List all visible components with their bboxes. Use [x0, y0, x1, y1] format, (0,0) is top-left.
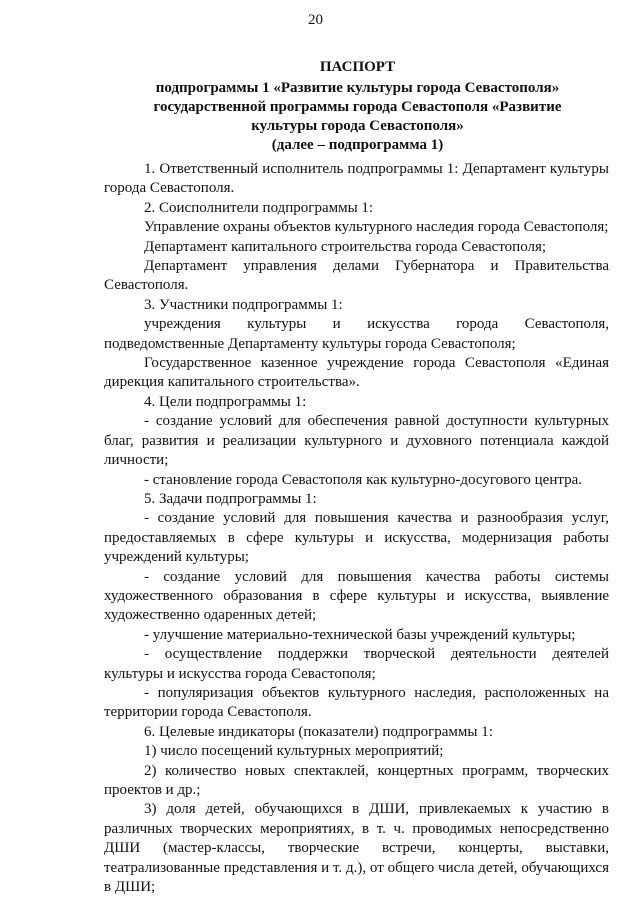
paragraph: 1) число посещений культурных мероприятий; — [144, 743, 444, 760]
page-number: 20 — [308, 12, 323, 28]
header-line-3: культуры города Севастополя» — [251, 118, 464, 134]
paragraph: Управление охраны объектов культурного наследия города Севастополя; — [144, 219, 609, 236]
paragraph: 6. Целевые индикаторы (показатели) подпрограммы 1: — [144, 723, 493, 740]
paragraph: - популяризация объектов культурного наследия, расположенных на территории города Севастополя. — [104, 684, 609, 721]
paragraph: - улучшение материально-технической базы учреждений культуры; — [144, 626, 576, 643]
header-line-4: (далее – подпрограмма 1) — [271, 137, 444, 153]
paragraph: 2) количество новых спектаклей, концертных программ, творческих проектов и др.; — [104, 762, 609, 798]
paragraph: Департамент капитального строительства города Севастополя; — [144, 238, 547, 255]
paragraph: - становление города Севастополя как культурно-досугового центра. — [144, 471, 582, 488]
paragraph: - создание условий для повышения качества работы системы художественного образования в сфере культуры и искусства, выявление художественно одаренных детей; — [104, 568, 609, 624]
paragraph: 5. Задачи подпрограммы 1: — [144, 490, 317, 507]
paragraph: Департамент управления делами Губернатора и Правительства Севастополя. — [104, 258, 609, 294]
paragraph: 3. Участники подпрограммы 1: — [144, 296, 343, 313]
paragraph: 4. Цели подпрограммы 1: — [144, 393, 307, 410]
paragraph: - создание условий для обеспечения равной доступности культурных благ, развития и реализации культурного и духовного потенциала каждой личности; — [104, 413, 609, 469]
header-line-1: подпрограммы 1 «Развитие культуры города Севастополя» — [155, 80, 560, 96]
paragraph: 3) доля детей, обучающихся в ДШИ, привлекаемых к участию в различных творческих мероприятиях, в т. ч. проводимых непосредственно ДШИ (мастер-классы, творческие встречи, концерты, выставки, театрализованные представления и т. д.), от общего числа детей, обучающихся в ДШИ; — [104, 801, 609, 896]
paragraph: - создание условий для повышения качества и разнообразия услуг, предоставляемых в сфере культуры и искусства, модернизация работы учреждений культуры; — [104, 510, 609, 566]
paragraph: учреждения культуры и искусства города Севастополя, подведомственные Департаменту культуры города Севастополя; — [104, 316, 609, 352]
document-body — [104, 160, 609, 897]
paragraph: Государственное казенное учреждение города Севастополя «Единая дирекция капитального строительства». — [104, 355, 609, 391]
document-header — [105, 58, 610, 155]
header-line-2: государственной программы города Севастополя «Развитие — [153, 99, 562, 115]
paragraph: - осуществление поддержки творческой деятельности деятелей культуры и искусства города Севастополя; — [104, 646, 609, 682]
paragraph: 1. Ответственный исполнитель подпрограммы 1: Департамент культуры города Севастополя. — [104, 161, 609, 197]
document-title: ПАСПОРТ — [319, 59, 396, 75]
paragraph: 2. Соисполнители подпрограммы 1: — [144, 199, 374, 216]
